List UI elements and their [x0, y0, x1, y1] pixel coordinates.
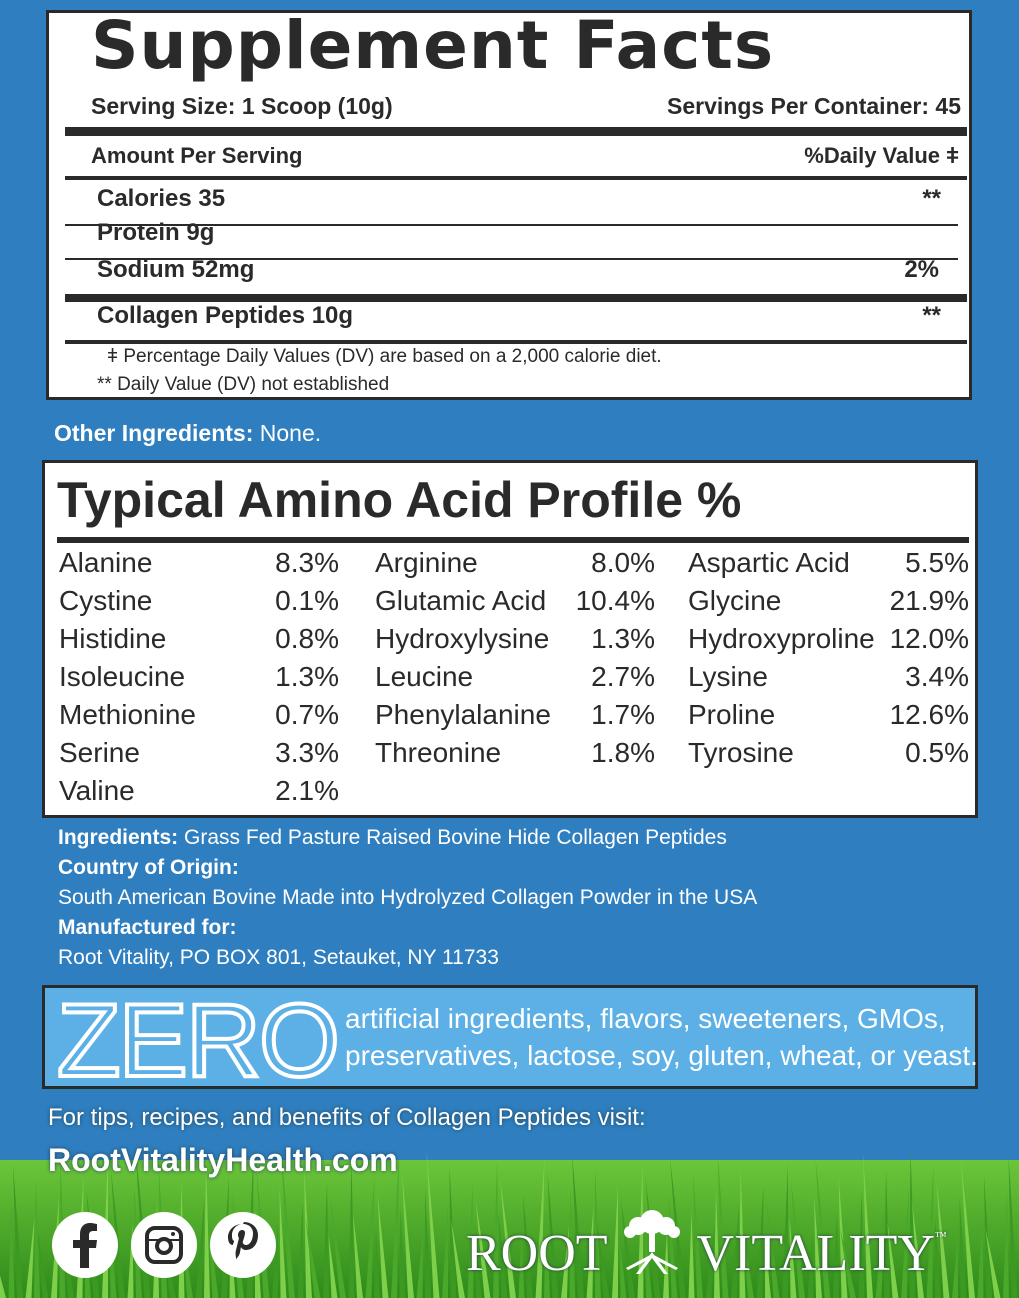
servings-per-container: Servings Per Container: 45 — [667, 93, 961, 119]
amino-name: Isoleucine — [59, 661, 186, 692]
calories-dv: ** — [922, 185, 941, 212]
amino-percent: 8.0% — [591, 547, 655, 578]
amino-percent: 0.5% — [905, 737, 969, 768]
origin-label-text: Country of Origin: — [58, 856, 239, 879]
zero-banner — [42, 983, 978, 1099]
amino-percent: 3.3% — [275, 737, 339, 768]
zero-line-2: preservatives, lactose, soy, gluten, wheat, or yeast. — [345, 1040, 978, 1071]
serving-size: Serving Size: 1 Scoop (10g) — [91, 93, 393, 119]
amino-percent: 1.3% — [275, 661, 339, 692]
amino-percent: 0.1% — [275, 585, 339, 616]
thick-divider — [65, 127, 967, 136]
zero-word: ZERO — [57, 983, 338, 1099]
pinterest-button[interactable] — [210, 1212, 276, 1278]
amino-percent: 3.4% — [905, 661, 969, 692]
amino-name: Hydroxyproline — [688, 623, 875, 654]
amino-name: Glycine — [688, 585, 782, 616]
calories-row: Calories 35 — [97, 185, 226, 212]
ingredients-line — [58, 826, 727, 850]
amino-name: Cystine — [59, 585, 153, 616]
amino-percent: 1.7% — [591, 699, 655, 730]
tree-icon — [612, 1208, 692, 1278]
amino-name: Phenylalanine — [375, 699, 551, 730]
instagram-button[interactable] — [131, 1212, 197, 1278]
amino-name: Leucine — [375, 661, 474, 692]
origin-label — [58, 856, 239, 880]
trademark: ™ — [934, 1229, 947, 1243]
footnote-dv: ǂ Percentage Daily Values (DV) are based on a 2,000 calorie diet. — [107, 346, 662, 367]
facebook-icon — [67, 1222, 103, 1268]
manufactured-value: Root Vitality, PO BOX 801, Setauket, NY 11733 — [58, 946, 499, 969]
pinterest-icon — [225, 1222, 261, 1268]
origin-value: South American Bovine Made into Hydrolyzed Collagen Powder in the USA — [58, 886, 758, 909]
amino-percent: 5.5% — [905, 547, 969, 578]
other-ingredients-value: None. — [253, 420, 322, 446]
brand-vitality: VITALITY — [696, 1225, 935, 1282]
daily-value-header: %Daily Value ǂ — [804, 143, 959, 168]
other-ingredients-label: Other Ingredients: — [54, 420, 254, 446]
facts-title: Supplement Facts — [91, 7, 775, 84]
facebook-button[interactable] — [52, 1212, 118, 1278]
sodium-dv: 2% — [904, 256, 939, 283]
instagram-icon — [144, 1225, 184, 1265]
supplement-facts-panel — [46, 7, 972, 400]
amino-name: Glutamic Acid — [375, 585, 547, 616]
thick-divider — [57, 537, 969, 543]
amino-name: Valine — [59, 775, 135, 806]
ingredients-label: Ingredients: — [58, 826, 179, 849]
protein-row: Protein 9g — [97, 219, 215, 246]
website-link[interactable]: RootVitalityHealth.com — [48, 1142, 398, 1178]
amino-percent: 2.7% — [591, 661, 655, 692]
amino-name: Alanine — [59, 547, 153, 578]
amino-acid-panel — [42, 460, 978, 818]
sodium-row: Sodium 52mg — [97, 256, 255, 283]
amino-percent: 1.8% — [591, 737, 655, 768]
amino-percent: 2.1% — [275, 775, 339, 806]
amino-percent: 8.3% — [275, 547, 339, 578]
amino-name: Serine — [59, 737, 140, 768]
manufactured-label-text: Manufactured for: — [58, 916, 237, 939]
amino-percent: 1.3% — [591, 623, 655, 654]
amino-name: Aspartic Acid — [688, 547, 850, 578]
divider — [65, 176, 967, 180]
amino-name: Lysine — [688, 661, 768, 692]
manufactured-label — [58, 916, 237, 940]
amount-per-serving-header: Amount Per Serving — [91, 143, 303, 168]
amino-percent: 12.0% — [889, 623, 969, 654]
amino-name: Hydroxylysine — [375, 623, 550, 654]
amino-name: Tyrosine — [688, 737, 794, 768]
brand-root: ROOT — [466, 1225, 608, 1282]
collagen-row: Collagen Peptides 10g — [97, 302, 354, 329]
amino-name: Proline — [688, 699, 776, 730]
zero-line-1: artificial ingredients, flavors, sweeteners, GMOs, — [345, 1003, 946, 1034]
visit-text: For tips, recipes, and benefits of Collagen Peptides visit: — [48, 1104, 646, 1131]
amino-name: Arginine — [375, 547, 478, 578]
amino-percent: 10.4% — [575, 585, 655, 616]
other-ingredients — [54, 420, 321, 447]
collagen-dv: ** — [922, 302, 941, 329]
ingredients-value: Grass Fed Pasture Raised Bovine Hide Collagen Peptides — [178, 826, 727, 849]
amino-percent: 0.7% — [275, 699, 339, 730]
amino-percent: 12.6% — [889, 699, 969, 730]
amino-percent: 0.8% — [275, 623, 339, 654]
amino-title: Typical Amino Acid Profile % — [57, 472, 742, 528]
amino-name: Histidine — [59, 623, 167, 654]
divider — [65, 340, 967, 344]
brand-logo — [466, 1208, 947, 1283]
footnote-not-established: ** Daily Value (DV) not established — [97, 374, 390, 395]
zero-text — [345, 1000, 978, 1074]
amino-name: Threonine — [375, 737, 502, 768]
thick-divider — [65, 294, 967, 302]
amino-percent: 21.9% — [889, 585, 969, 616]
amino-name: Methionine — [59, 699, 196, 730]
